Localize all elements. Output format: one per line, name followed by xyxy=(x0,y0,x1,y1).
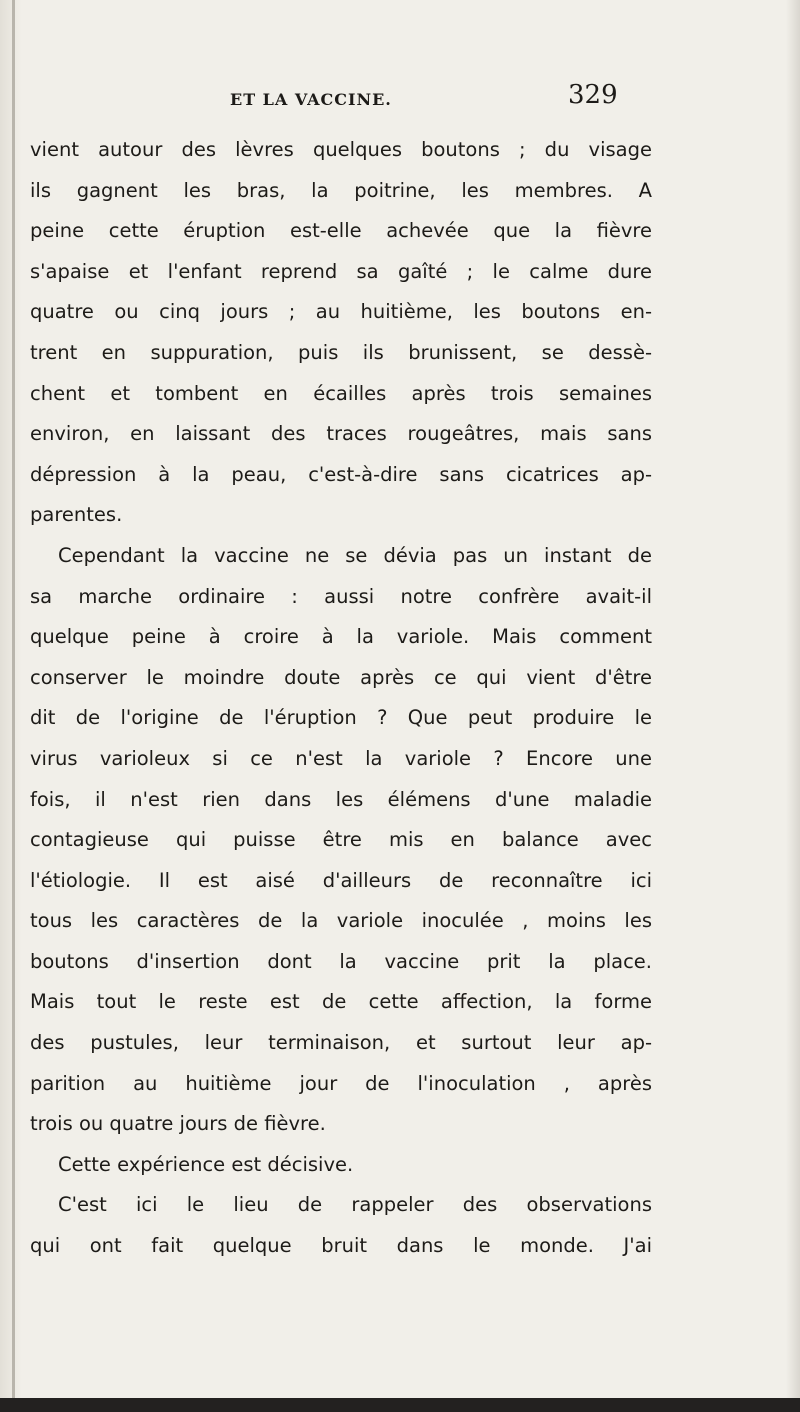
text-line: fois, il n'est rien dans les élémens d'une maladie xyxy=(30,787,652,811)
text-line: peine cette éruption est-elle achevée que la fièvre xyxy=(30,219,652,243)
page-number: 329 xyxy=(568,80,618,110)
binding-shadow-line xyxy=(12,0,15,1412)
text-line: sa marche ordinaire : aussi notre confrère avait-il xyxy=(30,584,652,608)
text-line: parition au huitième jour de l'inoculation , après xyxy=(30,1071,652,1095)
page-binding-edge xyxy=(0,0,22,1412)
text-line: boutons d'insertion dont la vaccine prit la place. xyxy=(30,949,652,973)
text-line: trent en suppuration, puis ils brunissent, se dessè- xyxy=(30,340,652,364)
text-line: quatre ou cinq jours ; au huitième, les boutons en- xyxy=(30,300,652,324)
page-right-edge xyxy=(786,0,800,1412)
paragraph-start-line: C'est ici le lieu de rappeler des observations xyxy=(58,1193,652,1217)
text-line: s'apaise et l'enfant reprend sa gaîté ; le calme dure xyxy=(30,259,652,283)
text-line: trois ou quatre jours de fièvre. xyxy=(30,1112,326,1136)
text-line: chent et tombent en écailles après trois semaines xyxy=(30,381,652,405)
text-line: ils gagnent les bras, la poitrine, les membres. A xyxy=(30,178,652,202)
text-line: environ, en laissant des traces rougeâtres, mais sans xyxy=(30,422,652,446)
text-line: parentes. xyxy=(30,503,123,527)
text-line: quelque peine à croire à la variole. Mais comment xyxy=(30,625,652,649)
text-line: dit de l'origine de l'éruption ? Que peut produire le xyxy=(30,706,652,730)
text-line: l'étiologie. Il est aisé d'ailleurs de reconnaître ici xyxy=(30,868,652,892)
body-text xyxy=(30,130,652,1267)
page-header xyxy=(0,78,800,118)
text-line: des pustules, leur terminaison, et surtout leur ap- xyxy=(30,1031,652,1055)
paragraph-start-line: Cependant la vaccine ne se dévia pas un instant de xyxy=(58,543,652,567)
text-line: virus varioleux si ce n'est la variole ? Encore une xyxy=(30,746,652,770)
paragraph-start-line: Cette expérience est décisive. xyxy=(58,1152,354,1176)
text-line: dépression à la peau, c'est-à-dire sans cicatrices ap- xyxy=(30,462,652,486)
text-line: vient autour des lèvres quelques boutons ; du visage xyxy=(30,138,652,161)
running-head: ET LA VACCINE. xyxy=(230,90,392,109)
text-line: tous les caractères de la variole inoculée , moins les xyxy=(30,909,652,933)
text-line: contagieuse qui puisse être mis en balance avec xyxy=(30,828,652,852)
text-line: conserver le moindre doute après ce qui vient d'être xyxy=(30,665,652,689)
text-line: qui ont fait quelque bruit dans le monde. J'ai xyxy=(30,1234,652,1258)
text-line: Mais tout le reste est de cette affection, la forme xyxy=(30,990,652,1014)
page-bottom-band xyxy=(0,1398,800,1412)
